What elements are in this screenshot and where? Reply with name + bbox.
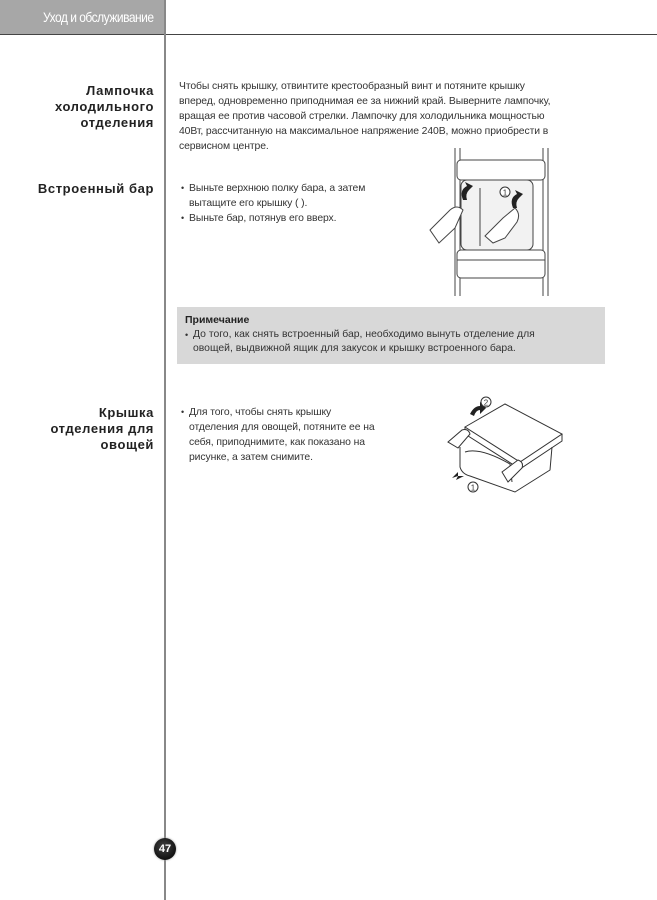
text-line: отделения для овощей, потяните ее на	[189, 422, 375, 433]
title-line: овощей	[100, 437, 154, 452]
section-title-lamp	[55, 83, 154, 131]
text-line: сервисном центре.	[179, 141, 269, 152]
page-number: 47	[154, 838, 176, 860]
lamp-instructions	[179, 79, 609, 154]
column-divider	[164, 0, 166, 900]
bar-instructions	[181, 181, 421, 226]
text-line: 40Вт, рассчитанную на максимальное напряжение 240В, можно приобрести в	[179, 126, 549, 137]
note-box	[177, 307, 605, 364]
callout-label: 2	[483, 398, 489, 408]
header-band	[0, 0, 164, 34]
text-line: Чтобы снять крышку, отвинтите крестообразный винт и потяните крышку	[179, 81, 525, 92]
note-title: Примечание	[185, 314, 250, 326]
title-line: холодильного	[54, 99, 154, 114]
section-title-vegetable-cover	[50, 405, 154, 453]
text-line: вытащите его крышку ( ).	[189, 198, 308, 209]
text-line: • Выньте верхнюю полку бара, а затем	[189, 183, 366, 194]
section-title-bar	[38, 181, 154, 197]
vegetable-cover-figure	[440, 392, 565, 497]
section-header-title: Уход и обслуживание	[43, 9, 154, 25]
callout-label: 1	[470, 483, 476, 493]
text-line: вперед, одновременно приподнимая ее за нижний край. Выверните лампочку,	[179, 96, 551, 107]
callout-label: 1	[502, 188, 508, 198]
arrow-out-icon	[452, 472, 464, 480]
text-line: рисунке, а затем снимите.	[189, 452, 313, 463]
note-bullet	[185, 328, 603, 356]
title-line: Крышка	[98, 405, 154, 420]
title-line: отделения	[80, 115, 154, 130]
bullet-item	[181, 181, 421, 211]
text-line: вращая ее против часовой стрелки. Лампочку для холодильника мощностью	[179, 111, 545, 122]
title-line: отделения для	[50, 421, 154, 436]
vegetable-cover-instructions	[181, 405, 411, 465]
text-line: • До того, как снять встроенный бар, необходимо вынуть отделение для	[193, 329, 535, 340]
bar-removal-figure	[425, 148, 560, 296]
title-line: Встроенный бар	[37, 181, 154, 196]
text-line: себя, приподнимите, как показано на	[189, 437, 365, 448]
title-line: Лампочка	[86, 83, 154, 98]
text-line: • Выньте бар, потянув его вверх.	[189, 213, 337, 224]
text-line: • Для того, чтобы снять крышку	[189, 407, 332, 418]
header-divider	[0, 34, 657, 35]
bullet-item	[181, 405, 411, 465]
text-line: овощей, выдвижной ящик для закусок и крышку встроенного бара.	[193, 343, 516, 354]
bullet-item	[181, 211, 421, 226]
